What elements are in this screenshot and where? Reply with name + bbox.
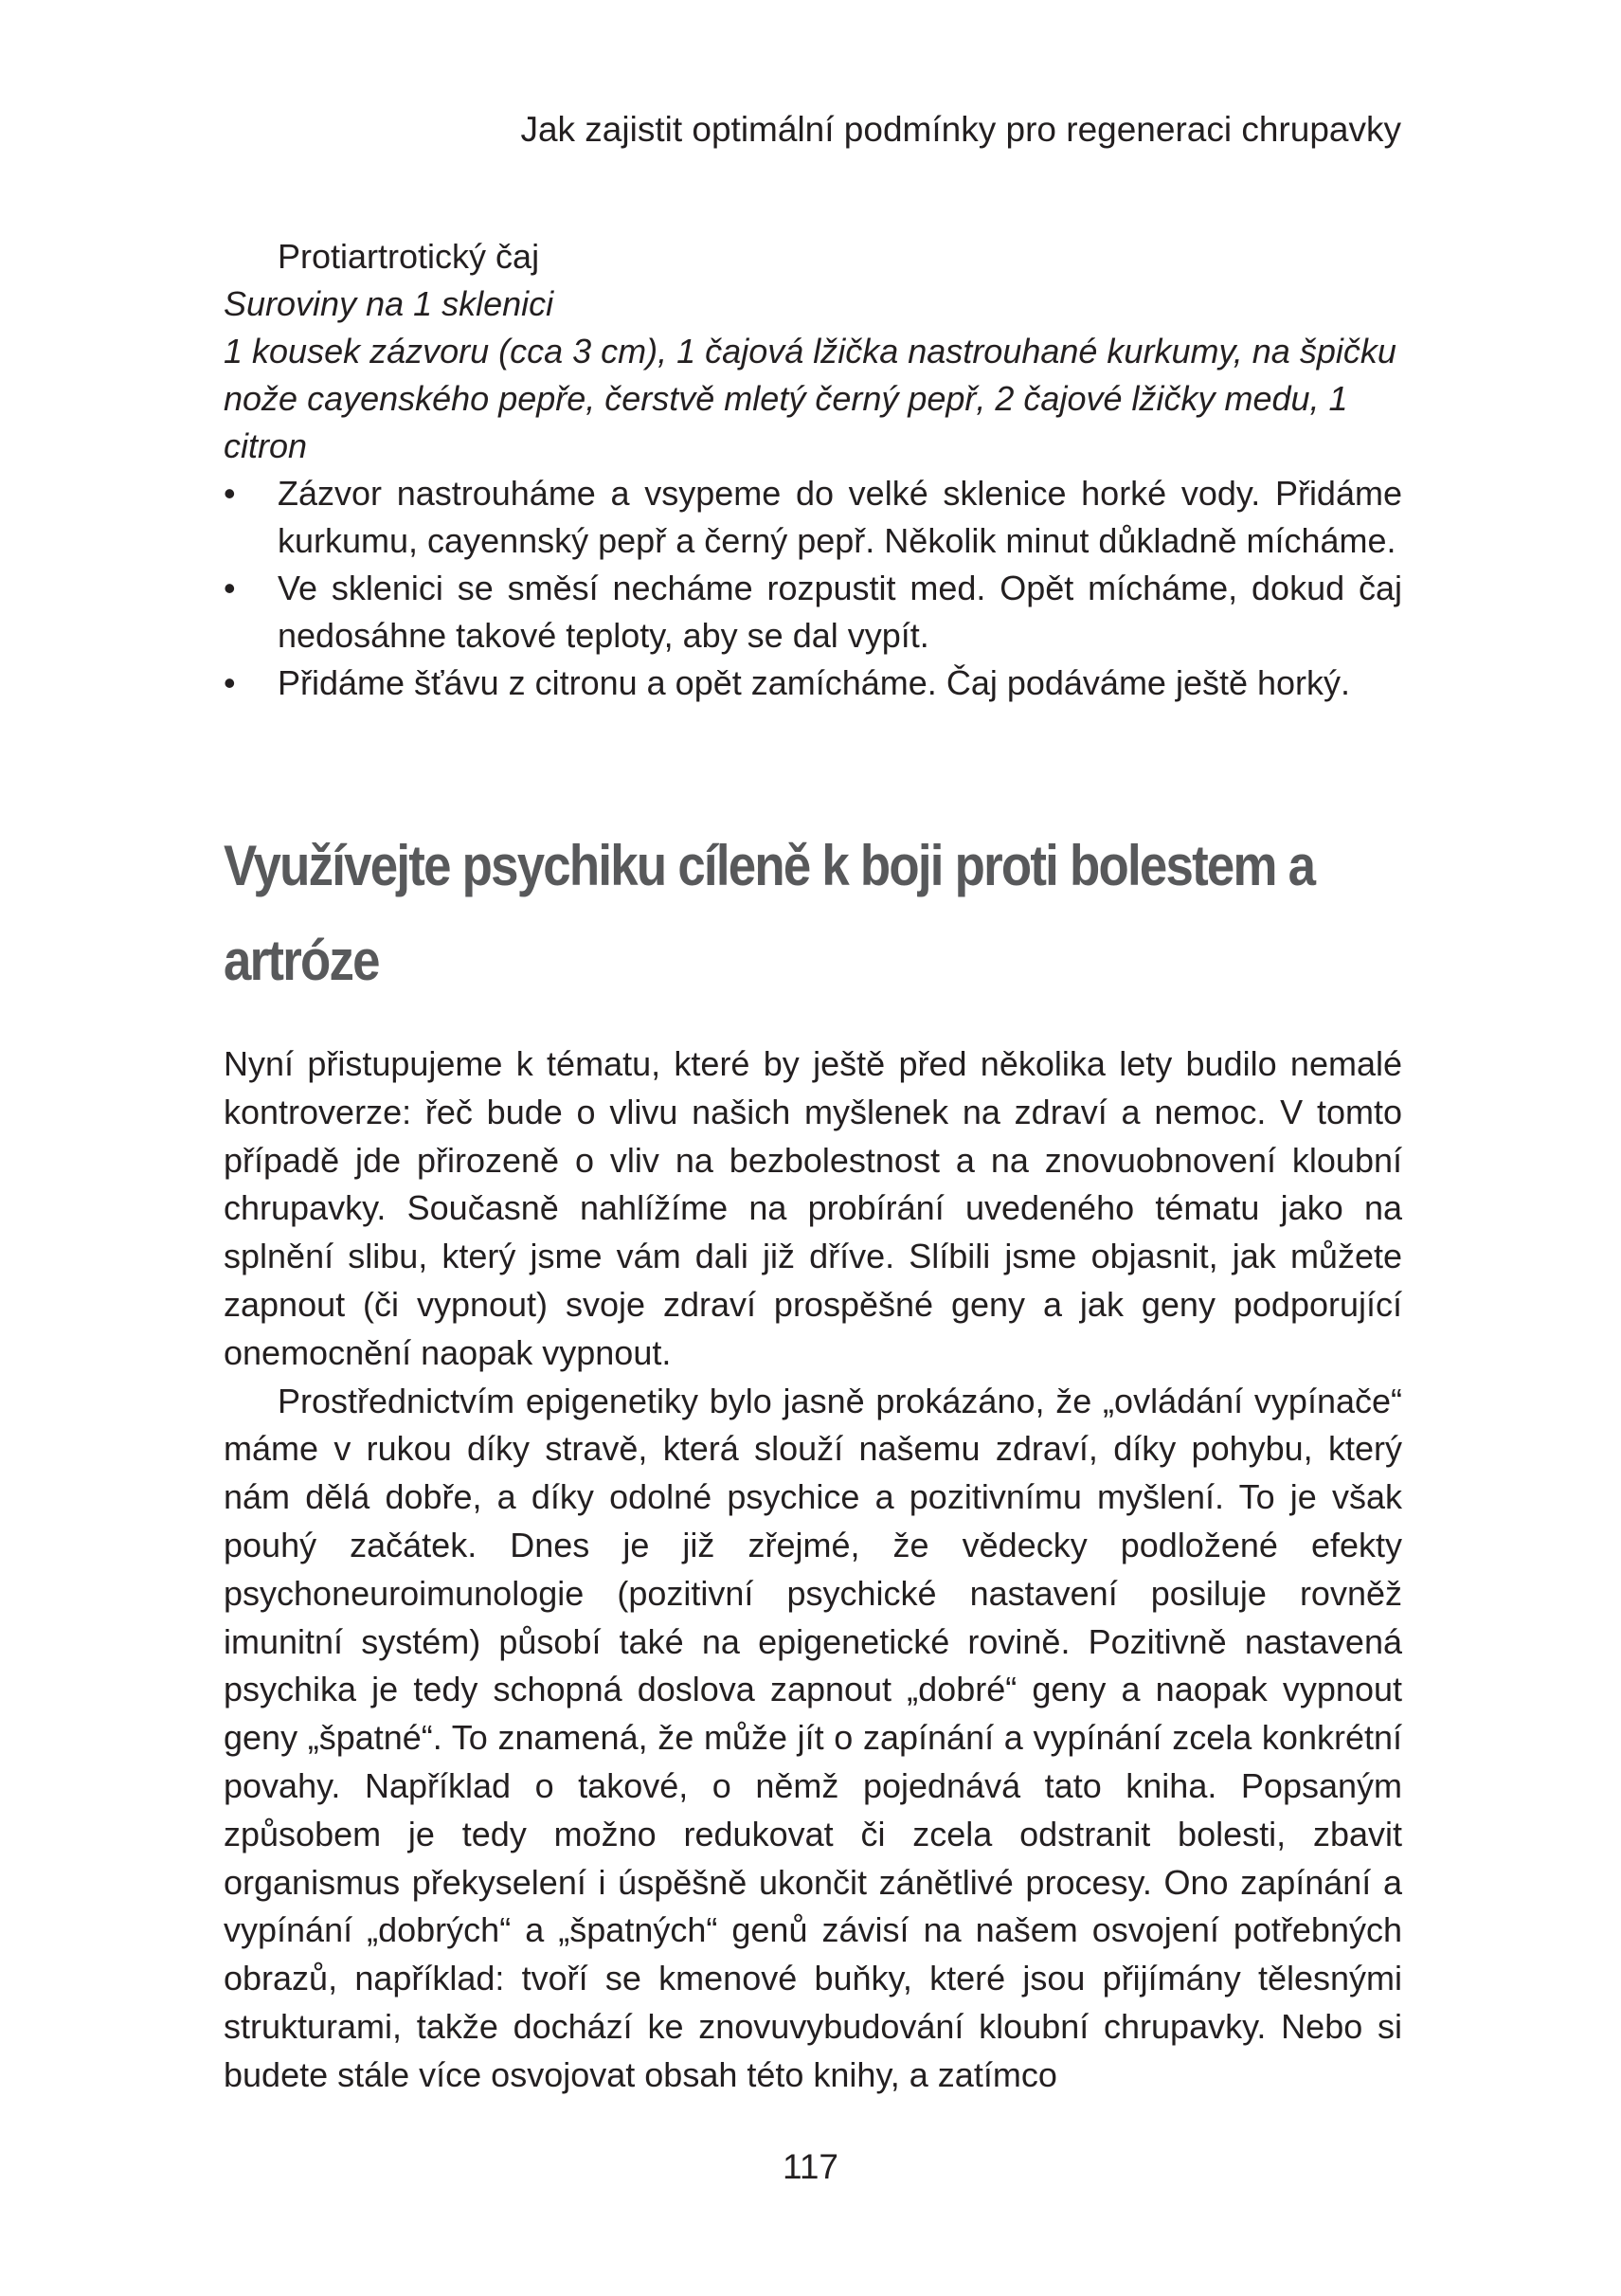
step-text: Přidáme šťávu z citronu a opět zamícháme. Čaj podáváme ještě horký. (278, 663, 1351, 702)
bullet-icon: • (224, 569, 236, 607)
paragraph: Prostřednictvím epigenetiky bylo jasně prokázáno, že „ovládání vypínače“ máme v rukou díky stravě, která slouží našemu zdraví, díky pohybu, který nám dělá dobře, a díky odolné psychice a pozitivnímu myšlení. To je však pouhý začátek. Dnes je již zřejmé, že vědecky podložené efekty psychoneuroimunologie (pozitivní psychické nastavení posiluje rovněž imunitní systém) působí také na epigenetické rovině. Pozitivně nastavená psychika je tedy schopná doslova zapnout „dobré“ geny a naopak vypnout geny „špatné“. To znamená, že může jít o zapínání a vypínání zcela konkrétní povahy. Například o takové, o němž pojednává tato kniha. Popsaným způsobem je tedy možno redukovat či zcela odstranit bolesti, zbavit organismus překyselení i úspěšně ukončit zánětlivé procesy. Ono zapínání a vypínání „dobrých“ a „špatných“ genů závisí na našem osvojení potřebných obrazů, například: tvoří se kmenové buňky, které jsou přijímány tělesnými strukturami, takže dochází ke znovuvybudování kloubní chrupavky. Nebo si budete stále více osvojovat obsah této knihy, a zatímco (224, 1381, 1402, 2094)
recipe-subtitle: Suroviny na 1 sklenici (224, 284, 554, 323)
step-text: Ve sklenici se směsí necháme rozpustit med. Opět mícháme, dokud čaj nedosáhne takové teploty, aby se dal vypít. (278, 569, 1402, 655)
recipe-title: Protiartrotický čaj (278, 237, 540, 276)
step-text: Zázvor nastrouháme a vsypeme do velké sklenice horké vody. Přidáme kurkumu, cayennský pepř a černý pepř. Několik minut důkladně mícháme. (278, 474, 1402, 560)
section-heading: Využívejte psychiku cíleně k boji proti bolestem a artróze (224, 834, 1315, 992)
recipe-ingredients: 1 kousek zázvoru (cca 3 cm), 1 čajová lžička nastrouhané kurkumy, na špičku nože cayenského pepře, čerstvě mletý černý pepř, 2 čajové lžičky medu, 1 citron (224, 332, 1396, 465)
page-number: 117 (783, 2147, 838, 2186)
list-item (224, 565, 1402, 660)
running-header: Jak zajistit optimální podmínky pro regeneraci chrupavky (520, 110, 1401, 149)
recipe-block (224, 233, 1402, 707)
recipe-steps (224, 470, 1402, 707)
paragraph: Nyní přistupujeme k tématu, které by ještě před několika lety budilo nemalé kontroverze: řeč bude o vlivu našich myšlenek na zdraví a nemoc. V tomto případě jde přirozeně o vliv na bezbolestnost a na znovuobnovení kloubní chrupavky. Současně nahlížíme na probírání uvedeného tématu jako na splnění slibu, který jsme vám dali již dříve. Slíbili jsme objasnit, jak můžete zapnout (či vypnout) svoje zdraví prospěšné geny a jak geny podporující onemocnění naopak vypnout. (224, 1044, 1402, 1372)
bullet-icon: • (224, 663, 236, 702)
list-item (224, 470, 1402, 565)
list-item (224, 660, 1402, 707)
section-body (224, 1040, 1402, 2100)
bullet-icon: • (224, 474, 236, 513)
